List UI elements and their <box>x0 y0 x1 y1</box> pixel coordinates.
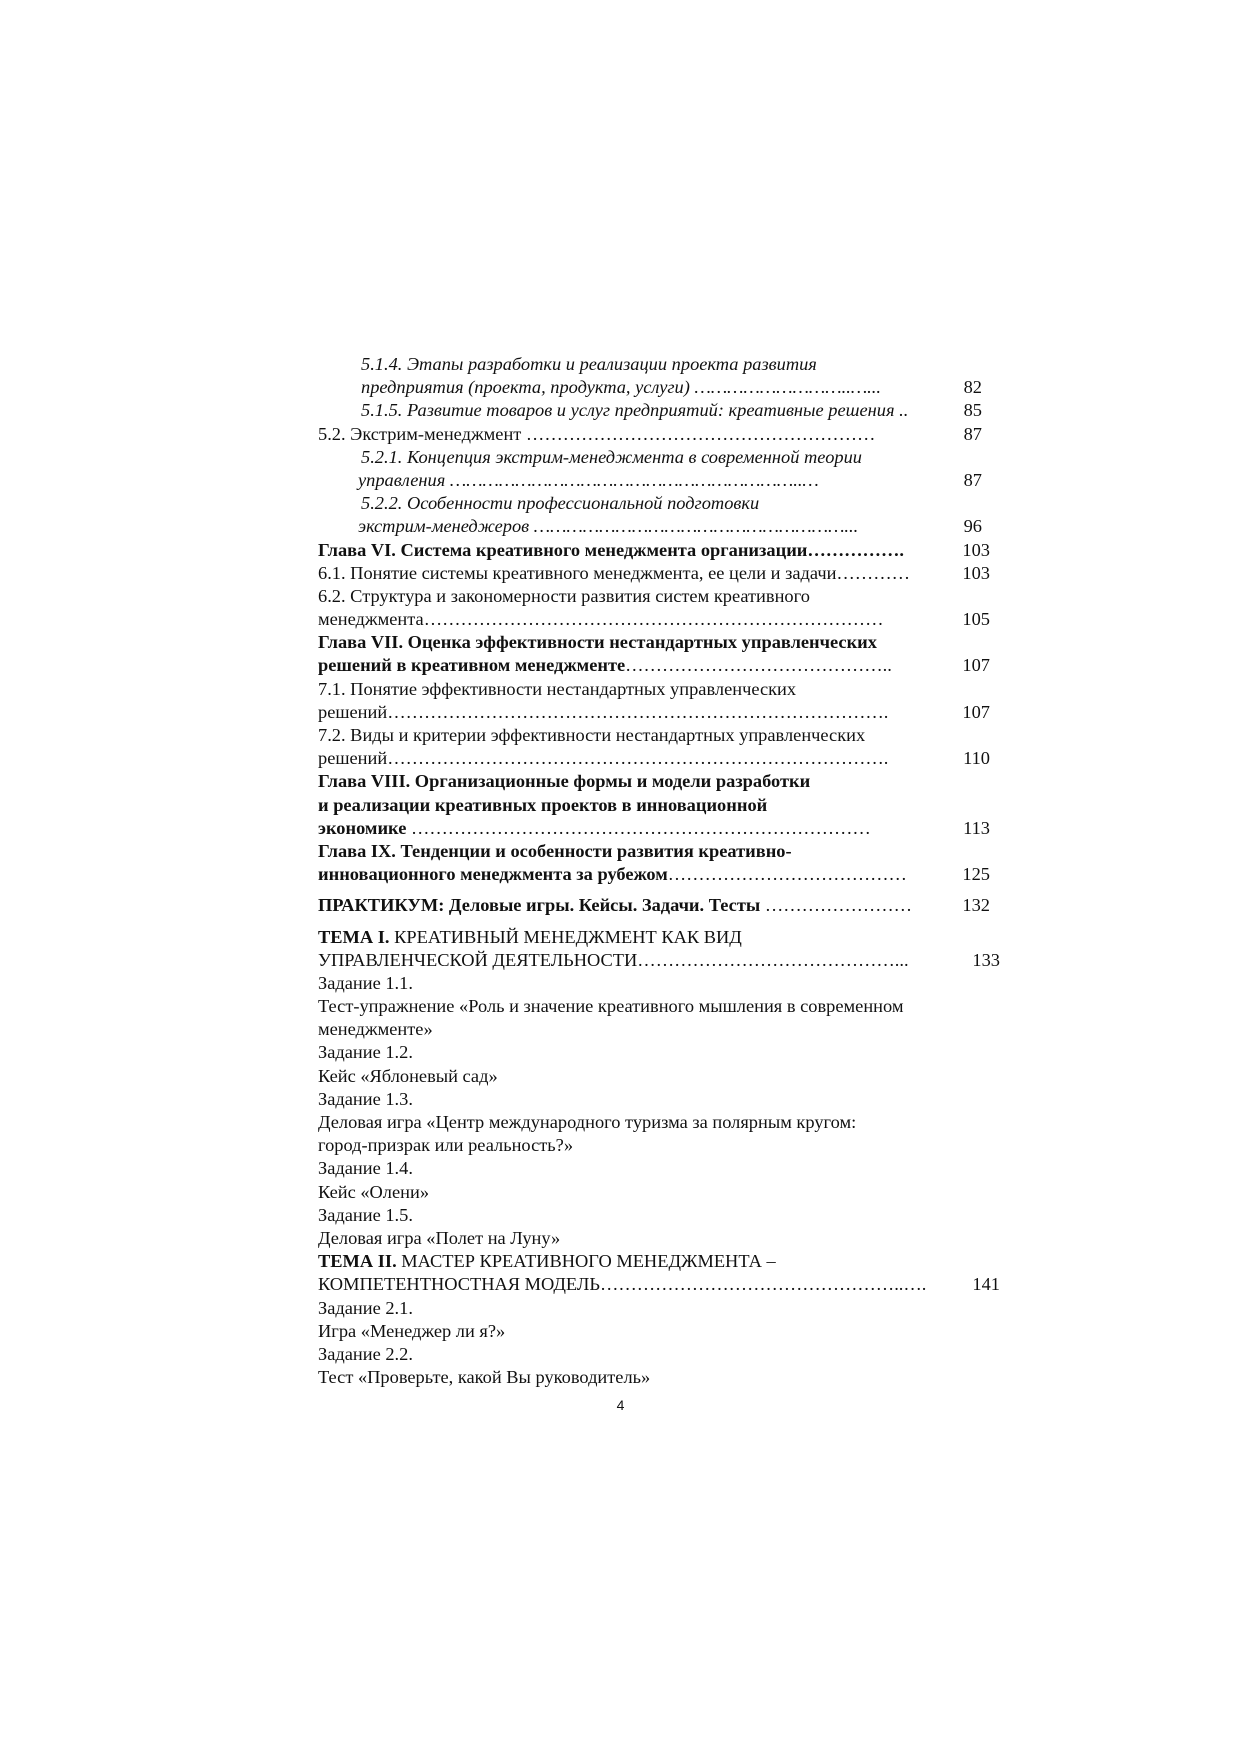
toc-entry-5-2-1-cont <box>318 469 990 492</box>
toc-entry-text: решений в креативном менеджменте <box>318 655 626 676</box>
toc-theme-2-cont <box>318 1273 1000 1296</box>
toc-entry-7-1 <box>318 678 990 701</box>
toc-entry-text: Деловая игра «Центр международного туризма за полярным кругом: <box>318 1112 857 1132</box>
toc-page-number: 132 <box>962 895 990 916</box>
toc-entry-text: Задание 1.3. <box>318 1088 413 1109</box>
toc-entry-text: управления ………………………………………………………..… <box>358 469 819 490</box>
toc-entry-text: город-призрак или реальность?» <box>318 1135 574 1156</box>
toc-entry-text: Кейс «Яблоневый сад» <box>318 1065 498 1086</box>
toc-entry-text: предприятия (проекта, продукта, услуги) ………………………..…... <box>361 377 881 398</box>
toc-entry-text: ТЕМА II. <box>318 1251 397 1272</box>
toc-task-1-1-title <box>318 995 990 1018</box>
toc-entry-text: Задание 2.1. <box>318 1297 413 1318</box>
toc-entry-5-1-4 <box>318 353 990 376</box>
toc-theme-1 <box>318 926 990 949</box>
toc-page-number: 133 <box>972 949 1000 970</box>
toc-chapter-8-cont-2 <box>318 817 990 840</box>
toc-task-1-2-title <box>318 1065 990 1088</box>
toc-entry-text: 5.1.5. Развитие товаров и услуг предприятий: креативные решения .. <box>361 400 909 421</box>
toc-entry-text: 5.1.4. Этапы разработки и реализации проекта развития <box>361 354 817 374</box>
toc-page-number: 87 <box>963 469 982 490</box>
toc-entry-5-2 <box>318 423 990 446</box>
toc-page-number: 125 <box>962 864 990 885</box>
toc-entry-5-2-1 <box>318 446 990 469</box>
toc-task-1-3-title <box>318 1111 990 1134</box>
toc-chapter-7-cont <box>318 654 990 677</box>
toc-entry-text: Деловая игра «Полет на Луну» <box>318 1227 561 1248</box>
toc-entry-text: Глава VII. Оценка эффективности нестандартных управленческих <box>318 632 877 653</box>
toc-entry-6-2-cont <box>318 608 990 631</box>
toc-entry-text: 7.2. Виды и критерии эффективности нестандартных управленческих <box>318 725 866 745</box>
toc-entry-text: КОМПЕТЕНТНОСТНАЯ МОДЕЛЬ…………………………………………..…. <box>318 1274 927 1295</box>
toc-entry-text: решений………………………………………………………………………. <box>318 748 889 769</box>
toc-task-1-5-title <box>318 1227 990 1250</box>
toc-task-2-1 <box>318 1297 990 1320</box>
toc-task-2-2 <box>318 1343 990 1366</box>
toc-page-number: 103 <box>962 539 990 560</box>
toc-task-1-4-title <box>318 1181 990 1204</box>
toc-page-number: 87 <box>963 423 982 444</box>
toc-leader-dots: ………………………………… <box>667 864 907 885</box>
toc-entry-text: Глава IX. Тенденции и особенности развития креативно- <box>318 840 792 861</box>
toc-entry-5-1-4-cont <box>318 376 990 399</box>
toc-entry-text: менеджмента………………………………………………………………… <box>318 609 884 630</box>
toc-entry-text: Глава VIII. Организационные формы и модели разработки <box>318 771 811 792</box>
toc-chapter-8-cont <box>318 794 990 817</box>
toc-task-1-1 <box>318 972 990 995</box>
page-number: 4 <box>616 1397 625 1413</box>
toc-page-number: 107 <box>962 701 990 722</box>
toc-entry-text: Тест «Проверьте, какой Вы руководитель» <box>318 1367 651 1388</box>
toc-entry-text: экономике <box>318 817 407 838</box>
toc-entry-text: УПРАВЛЕНЧЕСКОЙ ДЕЯТЕЛЬНОСТИ……………………………………... <box>318 949 909 970</box>
toc-entry-text: 5.2.1. Концепция экстрим-менеджмента в современной теории <box>361 446 862 467</box>
toc-entry-5-2-2-cont <box>318 515 990 538</box>
toc-entry-text: Тест-упражнение «Роль и значение креативного мышления в современном <box>318 996 904 1017</box>
toc-chapter-6 <box>318 539 990 562</box>
toc-entry-text: Задание 1.2. <box>318 1042 413 1063</box>
toc-chapter-8 <box>318 770 990 793</box>
toc-entry-text: 5.2.2. Особенности профессиональной подготовки <box>361 493 760 514</box>
toc-chapter-7 <box>318 631 990 654</box>
toc-task-1-3-title-cont <box>318 1134 990 1157</box>
toc-page-number: 96 <box>963 516 982 537</box>
toc-page-number: 141 <box>972 1274 1000 1295</box>
toc-task-1-5 <box>318 1204 990 1227</box>
toc-entry-text: Задание 1.4. <box>318 1158 413 1179</box>
toc-entry-text: ПРАКТИКУМ: Деловые игры. Кейсы. Задачи. Тесты <box>318 895 761 916</box>
toc-page-number: 110 <box>963 748 990 769</box>
toc-task-1-1-title-cont <box>318 1018 990 1041</box>
toc-entry-7-2 <box>318 724 990 747</box>
toc-page-number: 107 <box>962 655 990 676</box>
toc-entry-text: 7.1. Понятие эффективности нестандартных управленческих <box>318 678 797 699</box>
toc-chapter-9 <box>318 840 990 863</box>
toc-task-1-3 <box>318 1088 990 1111</box>
toc-entry-title: КРЕАТИВНЫЙ МЕНЕДЖМЕНТ КАК ВИД <box>389 926 742 947</box>
toc-task-2-1-title <box>318 1320 990 1343</box>
toc-entry-text: ТЕМА I. <box>318 926 390 947</box>
toc-leader-dots: ………………………………………………………………… <box>406 817 871 838</box>
toc-entry-text: 6.2. Структура и закономерности развития систем креативного <box>318 585 810 606</box>
toc-leader-dots: …………………… <box>760 895 912 916</box>
toc-entry-text: Задание 2.2. <box>318 1343 413 1364</box>
toc-entry-text: экстрим-менеджеров …………………………………………………... <box>358 516 859 537</box>
toc-entry-5-2-2 <box>318 492 990 515</box>
toc-page-number: 105 <box>962 609 990 630</box>
toc-page-number: 85 <box>963 400 982 421</box>
toc-entry-7-1-cont <box>318 701 990 724</box>
toc-page-number: 82 <box>963 377 982 398</box>
toc-leader-dots: …………………………………….. <box>625 655 892 676</box>
toc-page-number: 103 <box>962 562 990 583</box>
toc-task-2-2-title <box>318 1366 990 1389</box>
toc-entry-text: решений………………………………………………………………………. <box>318 701 889 722</box>
toc-task-1-2 <box>318 1041 990 1064</box>
toc-practicum <box>318 894 990 917</box>
toc-entry-text: менеджменте» <box>318 1019 433 1040</box>
table-of-contents <box>318 353 1000 1389</box>
toc-theme-1-cont <box>318 949 1000 972</box>
toc-task-1-4 <box>318 1157 990 1180</box>
toc-entry-7-2-cont <box>318 747 990 770</box>
toc-entry-text: Игра «Менеджер ли я?» <box>318 1320 506 1341</box>
toc-chapter-9-cont <box>318 863 990 886</box>
toc-entry-6-1 <box>318 562 990 585</box>
toc-theme-2 <box>318 1250 990 1273</box>
toc-entry-title: МАСТЕР КРЕАТИВНОГО МЕНЕДЖМЕНТА – <box>396 1251 776 1272</box>
toc-entry-text: 5.2. Экстрим-менеджмент ………………………………………………… <box>318 423 876 444</box>
toc-entry-text: и реализации креативных проектов в инновационной <box>318 794 768 815</box>
toc-entry-text: Задание 1.1. <box>318 972 413 993</box>
toc-entry-text: 6.1. Понятие системы креативного менеджмента, ее цели и задачи………… <box>318 562 910 583</box>
toc-entry-5-1-5 <box>318 399 990 422</box>
toc-entry-text: Задание 1.5. <box>318 1204 413 1225</box>
toc-page-number: 113 <box>963 817 990 838</box>
toc-entry-text: Глава VI. Система креативного менеджмента организации……………. <box>318 539 904 560</box>
toc-entry-text: инновационного менеджмента за рубежом <box>318 864 668 885</box>
toc-entry-text: Кейс «Олени» <box>318 1181 430 1202</box>
toc-entry-6-2 <box>318 585 990 608</box>
